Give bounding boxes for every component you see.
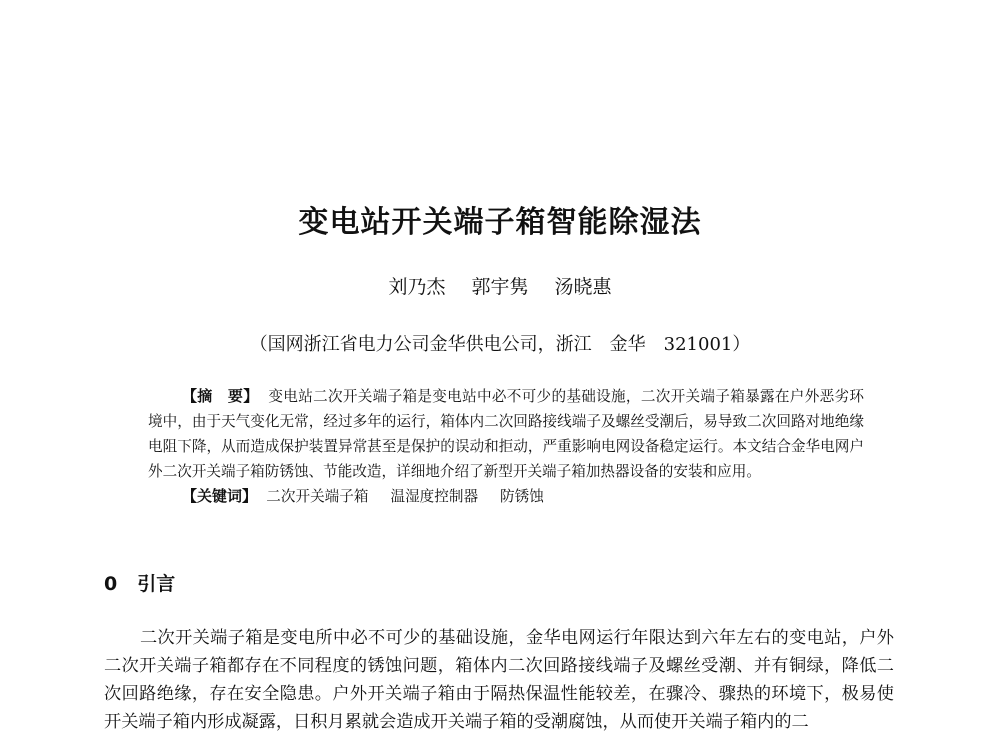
keyword: 温湿度控制器 <box>390 488 479 505</box>
section-heading <box>104 570 175 598</box>
section-title: 引言 <box>137 573 176 595</box>
keyword: 防锈蚀 <box>500 488 544 505</box>
author-list <box>0 273 1000 301</box>
author-name: 刘乃杰 <box>388 276 446 298</box>
abstract-label: 【摘 要】 <box>182 387 259 405</box>
keyword: 二次开关端子箱 <box>266 488 369 505</box>
abstract-block <box>148 384 864 509</box>
keywords-line <box>148 484 864 509</box>
author-affiliation: （国网浙江省电力公司金华供电公司，浙江 金华 321001） <box>249 334 751 355</box>
keywords-label: 【关键词】 <box>182 487 258 505</box>
abstract-text: 变电站二次开关端子箱是变电站中必不可少的基础设施，二次开关端子箱暴露在户外恶劣环境中，由于天气变化无常，经过多年的运行，箱体内二次回路接线端子及螺丝受潮后，易导致二次回路对地绝缘电阻下降，从而造成保护装置异常甚至是保护的误动和拒动，严重影响电网设备稳定运行。本文结合金华电网户外二次开关端子箱防锈蚀、节能改造，详细地介绍了新型开关端子箱加热器设备的安装和应用。 <box>148 388 864 480</box>
body-paragraph: 二次开关端子箱是变电所中必不可少的基础设施，金华电网运行年限达到六年左右的变电站，户外二次开关端子箱都存在不同程度的锈蚀问题，箱体内二次回路接线端子及螺丝受潮、并有铜绿，降低二次回路绝缘，存在安全隐患。户外开关端子箱由于隔热保温性能较差，在骤冷、骤热的环境下，极易使开关端子箱内形成凝露，日积月累就会造成开关端子箱的受潮腐蚀，从而使开关端子箱内的二 <box>104 628 894 732</box>
abstract-paragraph <box>148 384 864 484</box>
body-text <box>104 624 894 736</box>
paper-title: 变电站开关端子箱智能除湿法 <box>298 205 702 240</box>
author-name: 郭宇隽 <box>471 276 529 298</box>
section-number: 0 <box>104 573 118 595</box>
author-name: 汤晓惠 <box>554 276 612 298</box>
